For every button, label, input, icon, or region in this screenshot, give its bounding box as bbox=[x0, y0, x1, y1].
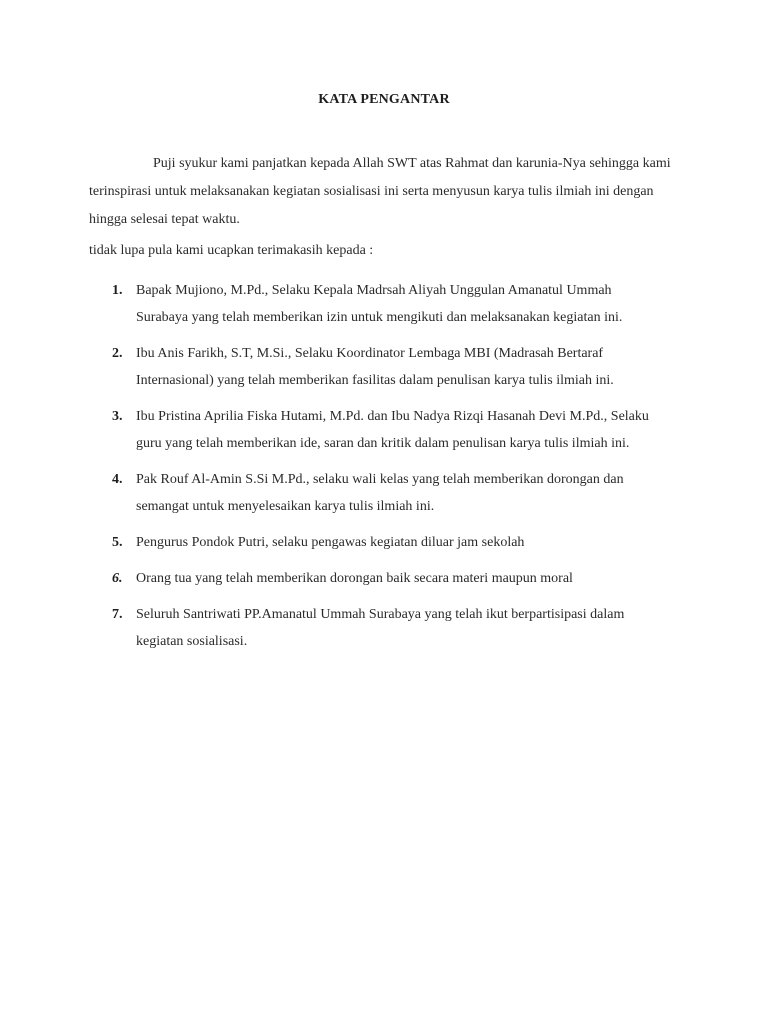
list-item bbox=[0, 601, 666, 655]
list-item bbox=[0, 277, 666, 331]
list-item-number: 5. bbox=[112, 535, 123, 550]
list-item bbox=[0, 529, 666, 556]
list-item-number: 2. bbox=[112, 346, 123, 361]
list-item-text: Pak Rouf Al-Amin S.Si M.Pd., selaku wali kelas yang telah memberikan dorongan dan semangat untuk menyelesaikan karya tulis ilmiah ini. bbox=[136, 472, 624, 514]
list-item-text: Ibu Pristina Aprilia Fiska Hutami, M.Pd. dan Ibu Nadya Rizqi Hasanah Devi M.Pd., Selaku guru yang telah memberikan ide, saran dan kritik dalam penulisan karya tulis ilmiah ini. bbox=[136, 409, 649, 451]
list-item bbox=[0, 403, 666, 457]
list-item-text: Seluruh Santriwati PP.Amanatul Ummah Surabaya yang telah ikut berpartisipasi dalam kegiatan sosialisasi. bbox=[136, 607, 625, 649]
acknowledgement-list bbox=[0, 277, 768, 664]
list-item-number: 4. bbox=[112, 472, 123, 487]
list-item bbox=[0, 565, 666, 592]
list-item-number: 6. bbox=[112, 571, 123, 586]
list-item-number: 3. bbox=[112, 409, 123, 424]
intro-paragraph: Puji syukur kami panjatkan kepada Allah SWT atas Rahmat dan karunia-Nya sehingga kami terinspirasi untuk melaksanakan kegiatan sosialisasi ini serta menyusun karya tulis ilmiah ini dengan hingga selesai tepat waktu. bbox=[89, 156, 671, 227]
page-title: KATA PENGANTAR bbox=[318, 92, 450, 107]
list-item-number: 7. bbox=[112, 607, 123, 622]
list-item-text: Orang tua yang telah memberikan dorongan baik secara materi maupun moral bbox=[136, 571, 573, 586]
thanks-line: tidak lupa pula kami ucapkan terimakasih kepada : bbox=[89, 243, 374, 258]
list-item-text: Bapak Mujiono, M.Pd., Selaku Kepala Madrsah Aliyah Unggulan Amanatul Ummah Surabaya yang telah memberikan izin untuk mengikuti dan melaksanakan kegiatan ini. bbox=[136, 283, 623, 325]
list-item-text: Ibu Anis Farikh, S.T, M.Si., Selaku Koordinator Lembaga MBI (Madrasah Bertaraf Internasional) yang telah memberikan fasilitas dalam penulisan karya tulis ilmiah ini. bbox=[136, 346, 614, 388]
list-item bbox=[0, 466, 666, 520]
list-item-number: 1. bbox=[112, 283, 123, 298]
list-item-text: Pengurus Pondok Putri, selaku pengawas kegiatan diluar jam sekolah bbox=[136, 535, 525, 550]
list-item bbox=[0, 340, 666, 394]
